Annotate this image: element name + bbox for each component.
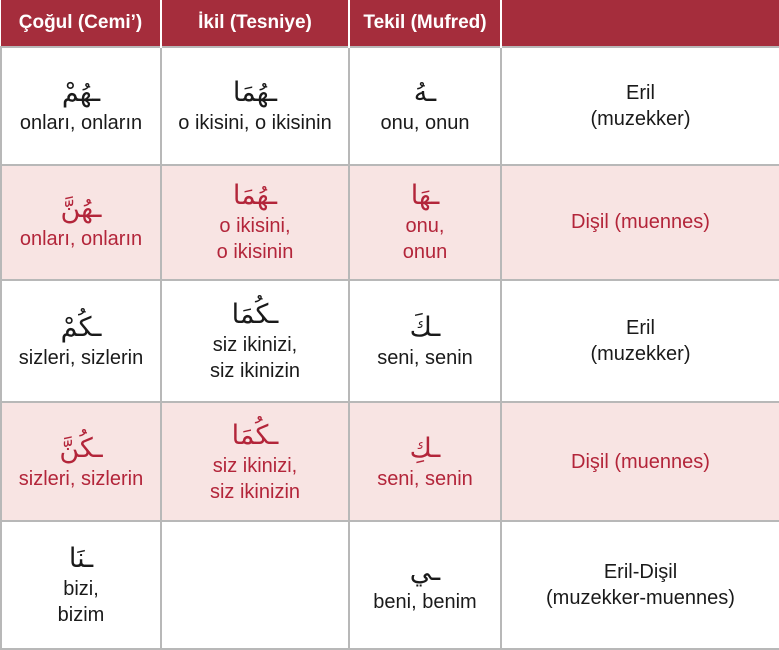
- header-singular: Tekil (Mufred): [349, 0, 501, 47]
- cell-dual: [161, 521, 349, 649]
- cell-plural: [1, 165, 161, 279]
- translation: sizleri, sizlerin: [18, 346, 144, 369]
- translation-line-2: bizim: [57, 604, 105, 627]
- arabic-suffix: ـهُمَا: [232, 180, 278, 212]
- translation-line-1: siz ikinizi,: [212, 333, 298, 356]
- translation: beni, benim: [373, 591, 477, 614]
- cell-dual: [161, 47, 349, 165]
- cell-gender: [501, 165, 779, 279]
- arabic-suffix: ـي: [409, 556, 441, 588]
- table-row-feminine-second: [1, 402, 779, 521]
- cell-plural: [1, 402, 161, 521]
- translation: onları, onların: [19, 228, 143, 251]
- header-gender: [501, 0, 779, 47]
- arabic-suffix: ـهُمْ: [61, 77, 101, 109]
- translation-line-1: onu,: [405, 215, 445, 238]
- gender-label-arabic-term: (muzekker): [590, 342, 691, 365]
- translation: onları, onların: [19, 112, 143, 135]
- header-dual: İkil (Tesniye): [161, 0, 349, 47]
- arabic-suffix: ـكُمَا: [231, 419, 279, 451]
- cell-gender: [501, 402, 779, 521]
- gender-label: Dişil (muennes): [571, 211, 710, 234]
- translation: seni, senin: [377, 467, 473, 490]
- cell-singular: [349, 47, 501, 165]
- cell-plural: [1, 280, 161, 402]
- gender-label: Eril: [626, 316, 655, 339]
- table-row-masculine-third: [1, 47, 779, 165]
- translation-line-1: siz ikinizi,: [212, 454, 298, 477]
- arabic-suffix: ـنَا: [68, 543, 94, 575]
- translation: sizleri, sizlerin: [18, 467, 144, 490]
- arabic-suffix: ـهَا: [410, 180, 440, 212]
- table-row-first-person: [1, 521, 779, 649]
- translation-line-1: o ikisini,: [219, 215, 291, 238]
- translation-line-2: siz ikinizin: [209, 359, 301, 382]
- arabic-suffix: ـكُنَّ: [59, 432, 103, 464]
- translation: seni, senin: [377, 346, 473, 369]
- arabic-suffix: ـهُ: [413, 77, 437, 109]
- cell-gender: [501, 280, 779, 402]
- gender-label: Eril: [626, 82, 655, 105]
- translation-line-2: siz ikinizin: [209, 480, 301, 503]
- cell-singular: [349, 402, 501, 521]
- table-row-masculine-second: [1, 280, 779, 402]
- cell-gender: [501, 521, 779, 649]
- translation-line-2: o ikisinin: [216, 241, 294, 264]
- cell-dual: [161, 402, 349, 521]
- arabic-suffix: ـكَ: [409, 311, 441, 343]
- translation-line-1: bizi,: [63, 578, 99, 601]
- arabic-suffix: ـهُنَّ: [60, 193, 102, 225]
- translation-line-2: onun: [402, 241, 448, 264]
- table-row-feminine-third: [1, 165, 779, 279]
- arabic-suffix: ـكِ: [409, 432, 441, 464]
- cell-singular: [349, 521, 501, 649]
- arabic-suffix: ـكُمَا: [231, 298, 279, 330]
- cell-plural: [1, 521, 161, 649]
- header-plural: Çoğul (Cemi’): [1, 0, 161, 47]
- gender-label: Eril-Dişil: [603, 561, 678, 584]
- gender-label: Dişil (muennes): [571, 450, 710, 473]
- arabic-suffix: ـهُمَا: [232, 77, 278, 109]
- translation: o ikisini, o ikisinin: [178, 112, 332, 135]
- arabic-suffix: ـكُمْ: [60, 311, 102, 343]
- cell-dual: [161, 280, 349, 402]
- cell-gender: [501, 47, 779, 165]
- cell-singular: [349, 165, 501, 279]
- cell-plural: [1, 47, 161, 165]
- cell-dual: [161, 165, 349, 279]
- cell-singular: [349, 280, 501, 402]
- header-row: [1, 0, 779, 47]
- gender-label-arabic-term: (muzekker): [590, 108, 691, 131]
- translation: onu, onun: [380, 112, 470, 135]
- gender-label-arabic-term: (muzekker-muennes): [546, 587, 735, 610]
